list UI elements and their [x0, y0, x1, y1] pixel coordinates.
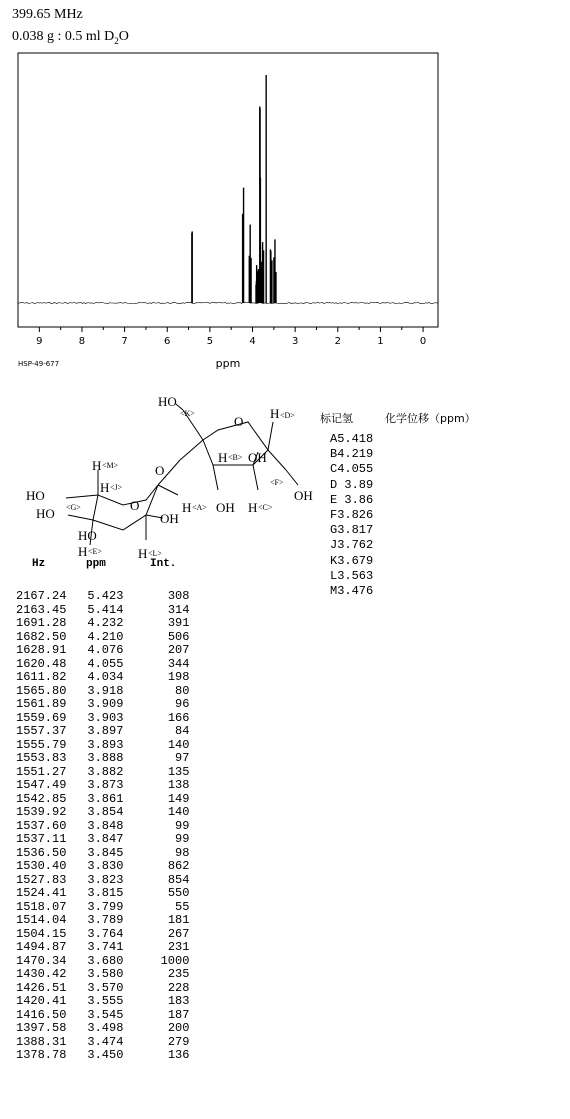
peak-hz: 1542.85	[16, 791, 67, 806]
peak-hz: 1494.87	[16, 940, 67, 954]
table-row	[16, 590, 189, 604]
table-row	[16, 1049, 189, 1063]
peak-hz: 1378.78	[16, 1048, 67, 1062]
table-row	[16, 1022, 189, 1036]
peak-hz: 1628.91	[16, 643, 67, 657]
peak-ppm: 3.888	[87, 751, 124, 765]
x-axis-tick-label: 6	[164, 336, 171, 347]
peak-int: 235	[167, 967, 190, 981]
peak-int: 279	[167, 1034, 190, 1049]
table-row	[16, 658, 189, 672]
assignment-label: M	[330, 584, 338, 599]
table-row	[330, 493, 373, 508]
peak-ppm: 3.909	[87, 697, 124, 711]
x-axis-tick-label: 5	[206, 336, 214, 347]
assignment-label: C	[330, 462, 338, 477]
label-o-link: O	[155, 463, 165, 478]
label-k: <K>	[180, 409, 195, 418]
peak-ppm: 3.830	[87, 859, 124, 873]
x-axis-tick-label: 0	[419, 336, 427, 347]
table-row	[16, 914, 189, 928]
peak-int: 135	[167, 764, 190, 779]
sample-suffix: O	[118, 29, 129, 44]
structure-bonds	[66, 404, 298, 545]
table-row	[330, 432, 373, 447]
peak-hz: 1557.37	[16, 724, 67, 738]
peak-ppm: 3.845	[87, 845, 124, 860]
peak-hz: 1559.69	[16, 710, 67, 725]
label-ho-top: HO	[158, 394, 177, 409]
table-row	[16, 995, 189, 1009]
label-c: <C>	[258, 503, 273, 512]
table-row	[16, 941, 189, 955]
peak-ppm: 3.903	[87, 710, 124, 725]
label-b: <B>	[228, 453, 243, 462]
peak-int: 149	[167, 791, 190, 806]
label-oh-a: OH	[160, 511, 179, 526]
table-row	[16, 820, 189, 834]
table-row	[330, 538, 373, 553]
sucrose-structure-diagram	[18, 390, 318, 565]
peak-hz: 1524.41	[16, 886, 67, 900]
assignment-shift: 3.563	[337, 568, 374, 583]
label-h-d: H	[270, 406, 280, 421]
peak-ppm: 3.570	[87, 980, 124, 995]
table-row	[330, 462, 373, 477]
bond-ho-g2	[68, 515, 93, 520]
assignment-shift: 3.476	[337, 584, 374, 599]
assignment-label: B	[330, 447, 338, 462]
assignment-shift: 3.89	[344, 477, 374, 492]
x-axis-tick-label: 8	[78, 336, 86, 347]
label-j: <J>	[110, 483, 123, 492]
peak-int: 198	[167, 670, 190, 684]
peak-hz: 1620.48	[16, 656, 67, 671]
label-h-m: H	[92, 458, 102, 473]
table-row	[16, 671, 189, 685]
col-int: Int.	[150, 558, 177, 570]
table-row	[16, 1009, 189, 1023]
bond-f-ch2	[268, 450, 286, 470]
x-axis-label: ppm	[215, 357, 241, 370]
table-row	[16, 1036, 189, 1050]
peak-hz: 1527.83	[16, 872, 67, 887]
peak-int: 1000	[160, 953, 190, 968]
peak-ppm: 3.764	[87, 926, 124, 941]
peak-int: 99	[175, 818, 190, 833]
assignment-col-label: 标记氢	[320, 412, 353, 425]
bond-oh-f	[286, 470, 298, 485]
label-ho-e: HO	[78, 528, 97, 543]
peak-ppm: 3.789	[87, 913, 124, 927]
peak-ppm: 3.873	[87, 778, 124, 792]
label-d: <D>	[280, 411, 295, 420]
peak-int: 187	[167, 1007, 190, 1022]
table-row	[16, 806, 189, 820]
peak-int: 183	[167, 994, 190, 1008]
spectrometer-frequency: 399.65 MHz	[12, 7, 83, 22]
table-row	[16, 901, 189, 915]
peak-ppm: 3.854	[87, 805, 124, 819]
peak-int: 550	[167, 886, 190, 900]
label-h-j: H	[100, 480, 110, 495]
peak-ppm: 3.848	[87, 818, 124, 833]
label-g: <G>	[66, 503, 81, 512]
peak-ppm: 3.580	[87, 967, 124, 981]
peak-hz: 1555.79	[16, 737, 67, 752]
peak-int: 344	[167, 656, 190, 671]
peak-int: 97	[175, 751, 190, 765]
peak-int: 267	[167, 926, 190, 941]
assignment-shift: 3.86	[344, 492, 374, 507]
peak-ppm: 3.680	[87, 953, 124, 968]
nmr-spectrum-chart	[0, 45, 450, 375]
table-row	[330, 554, 373, 569]
peak-ppm: 3.815	[87, 886, 124, 900]
label-ho-g2: HO	[36, 506, 55, 521]
table-row	[16, 793, 189, 807]
peak-table	[16, 590, 189, 1063]
peak-int: 96	[175, 697, 190, 711]
peak-hz: 1470.34	[16, 953, 67, 968]
x-axis-tick-label: 1	[377, 336, 384, 347]
assignment-shift: 3.826	[337, 508, 374, 523]
table-row	[330, 447, 373, 462]
label-h-b: H	[218, 450, 228, 465]
col-hz: Hz	[32, 558, 46, 570]
label-o-furanose: O	[234, 414, 244, 429]
peak-hz: 2167.24	[16, 589, 67, 603]
peak-int: 140	[167, 737, 190, 752]
peak-int: 55	[175, 899, 190, 914]
assignment-label: K	[330, 553, 338, 568]
peak-hz: 1551.27	[16, 764, 67, 779]
table-row	[16, 779, 189, 793]
peak-hz: 1553.83	[16, 751, 67, 765]
peak-hz: 1682.50	[16, 629, 67, 644]
peak-ppm: 3.450	[87, 1048, 124, 1062]
table-row	[16, 847, 189, 861]
peak-int: 181	[167, 913, 190, 927]
table-row	[330, 508, 373, 523]
assignment-shift: 4.055	[337, 462, 374, 477]
peak-ppm: 3.498	[87, 1021, 124, 1035]
assignment-label: D	[330, 477, 338, 492]
peak-int: 140	[167, 805, 190, 819]
peak-hz: 1611.82	[16, 670, 67, 684]
peak-hz: 1537.60	[16, 818, 67, 833]
table-row	[330, 478, 373, 493]
peak-int: 138	[167, 778, 190, 792]
assignment-label: L	[330, 568, 338, 583]
peak-hz: 1565.80	[16, 683, 67, 698]
peak-int: 308	[167, 589, 190, 603]
peak-hz: 1536.50	[16, 845, 67, 860]
label-ho-g1: HO	[26, 488, 45, 503]
assignment-col-shift: 化学位移（ppm）	[385, 412, 476, 425]
peak-ppm: 4.210	[87, 629, 124, 644]
assignment-label: A	[330, 432, 338, 446]
table-row	[16, 928, 189, 942]
peak-hz: 1530.40	[16, 859, 67, 873]
assignment-shift: 5.418	[337, 432, 374, 446]
peak-hz: 1691.28	[16, 616, 67, 630]
peak-hz: 1504.15	[16, 926, 67, 941]
label-oh-b: OH	[248, 450, 267, 465]
label-oh-c: OH	[216, 500, 235, 515]
table-row	[16, 860, 189, 874]
peak-hz: 1420.41	[16, 994, 67, 1008]
assignment-shift: 3.817	[337, 523, 374, 538]
label-h-e: H	[78, 544, 88, 559]
label-h-a: H	[182, 500, 192, 515]
peak-hz: 1397.58	[16, 1021, 67, 1035]
x-axis-tick-label: 2	[334, 336, 341, 347]
peak-ppm: 3.861	[87, 791, 124, 806]
table-row	[16, 617, 189, 631]
peak-ppm: 3.893	[87, 737, 124, 752]
peak-hz: 1416.50	[16, 1007, 67, 1022]
assignment-shift: 3.762	[337, 538, 374, 553]
peak-int: 98	[175, 845, 190, 860]
spectrum-baseline	[18, 302, 438, 303]
x-axis-tick-label: 9	[36, 336, 43, 347]
assignment-label: F	[330, 508, 338, 523]
peak-hz: 1430.42	[16, 967, 67, 981]
peak-int: 862	[167, 859, 190, 873]
peak-hz: 2163.45	[16, 602, 67, 617]
bond-glycosidic-1	[180, 440, 203, 460]
peak-hz: 1518.07	[16, 899, 67, 914]
peak-hz: 1514.04	[16, 913, 67, 927]
table-row	[16, 712, 189, 726]
peak-int: 84	[175, 724, 190, 738]
sample-prefix: 0.038 g : 0.5 ml D	[12, 29, 115, 44]
bond-h-d	[268, 422, 273, 450]
peak-ppm: 5.414	[87, 602, 124, 617]
peak-int: 80	[175, 683, 190, 698]
peak-hz: 1539.92	[16, 805, 67, 819]
table-row	[16, 766, 189, 780]
peak-ppm: 5.423	[87, 589, 124, 603]
assignment-table	[330, 432, 373, 599]
table-row	[16, 887, 189, 901]
peak-ppm: 3.897	[87, 724, 124, 738]
assignment-label: J	[330, 538, 338, 553]
col-ppm: ppm	[86, 558, 106, 570]
peak-ppm: 3.847	[87, 832, 124, 846]
x-axis-tick-label: 4	[249, 336, 256, 347]
peak-hz: 1388.31	[16, 1034, 67, 1049]
peak-ppm: 3.545	[87, 1007, 124, 1022]
peak-int: 854	[167, 872, 190, 887]
label-e: <E>	[88, 547, 102, 556]
label-oh-f: OH	[294, 488, 313, 503]
peak-int: 166	[167, 710, 190, 725]
table-row	[16, 874, 189, 888]
spectrum-code: HSP-49-677	[18, 360, 60, 368]
peak-ppm: 3.882	[87, 764, 124, 779]
table-row	[16, 968, 189, 982]
assignment-shift: 3.679	[337, 553, 374, 568]
table-row	[16, 604, 189, 618]
peak-int: 506	[167, 629, 190, 644]
peak-ppm: 4.232	[87, 616, 124, 630]
label-h-l: H	[138, 546, 148, 561]
table-row	[330, 584, 373, 599]
peak-int: 200	[167, 1021, 190, 1035]
bond-h-a	[158, 485, 178, 495]
label-l: <L>	[148, 549, 162, 558]
table-row	[16, 833, 189, 847]
bond-h-c	[253, 465, 258, 490]
peak-ppm: 4.076	[87, 643, 124, 657]
peak-ppm: 3.741	[87, 940, 124, 954]
label-o-pyranose: O	[130, 498, 140, 513]
peak-ppm: 3.823	[87, 872, 124, 887]
assignment-label: E	[330, 492, 338, 507]
bond-oh-c-left	[213, 465, 218, 490]
label-h-c: H	[248, 500, 258, 515]
peak-hz: 1426.51	[16, 980, 67, 995]
assignment-label: G	[330, 523, 338, 538]
peak-ppm: 3.474	[87, 1034, 124, 1049]
sample-subscript: 2	[114, 35, 119, 46]
peak-int: 136	[167, 1048, 190, 1062]
peak-int: 228	[167, 980, 190, 995]
peak-int: 231	[167, 940, 190, 954]
peak-int: 99	[175, 832, 190, 846]
table-row	[16, 631, 189, 645]
table-row	[330, 523, 373, 538]
peak-ppm: 4.034	[87, 670, 124, 684]
table-row	[16, 644, 189, 658]
table-row	[16, 698, 189, 712]
table-row	[16, 685, 189, 699]
table-row	[16, 752, 189, 766]
table-row	[16, 982, 189, 996]
label-a: <A>	[192, 503, 207, 512]
peak-int: 207	[167, 643, 190, 657]
peak-hz: 1547.49	[16, 778, 67, 792]
table-row	[330, 569, 373, 584]
peak-ppm: 4.055	[87, 656, 124, 671]
peak-ppm: 3.555	[87, 994, 124, 1008]
peak-int: 391	[167, 616, 190, 630]
peak-hz: 1537.11	[16, 832, 67, 846]
peak-ppm: 3.918	[87, 683, 124, 698]
peak-int: 314	[167, 602, 190, 617]
peak-ppm: 3.799	[87, 899, 124, 914]
x-axis-tick-label: 3	[291, 336, 299, 347]
table-row	[16, 725, 189, 739]
label-m: <M>	[102, 461, 119, 470]
peak-hz: 1561.89	[16, 697, 67, 711]
assignment-shift: 4.219	[337, 447, 374, 462]
bond-ch2oh	[66, 495, 98, 498]
plot-frame	[18, 53, 438, 327]
table-row	[16, 955, 189, 969]
label-f: <F>	[270, 478, 284, 487]
x-axis-tick-label: 7	[121, 336, 128, 347]
table-row	[16, 739, 189, 753]
